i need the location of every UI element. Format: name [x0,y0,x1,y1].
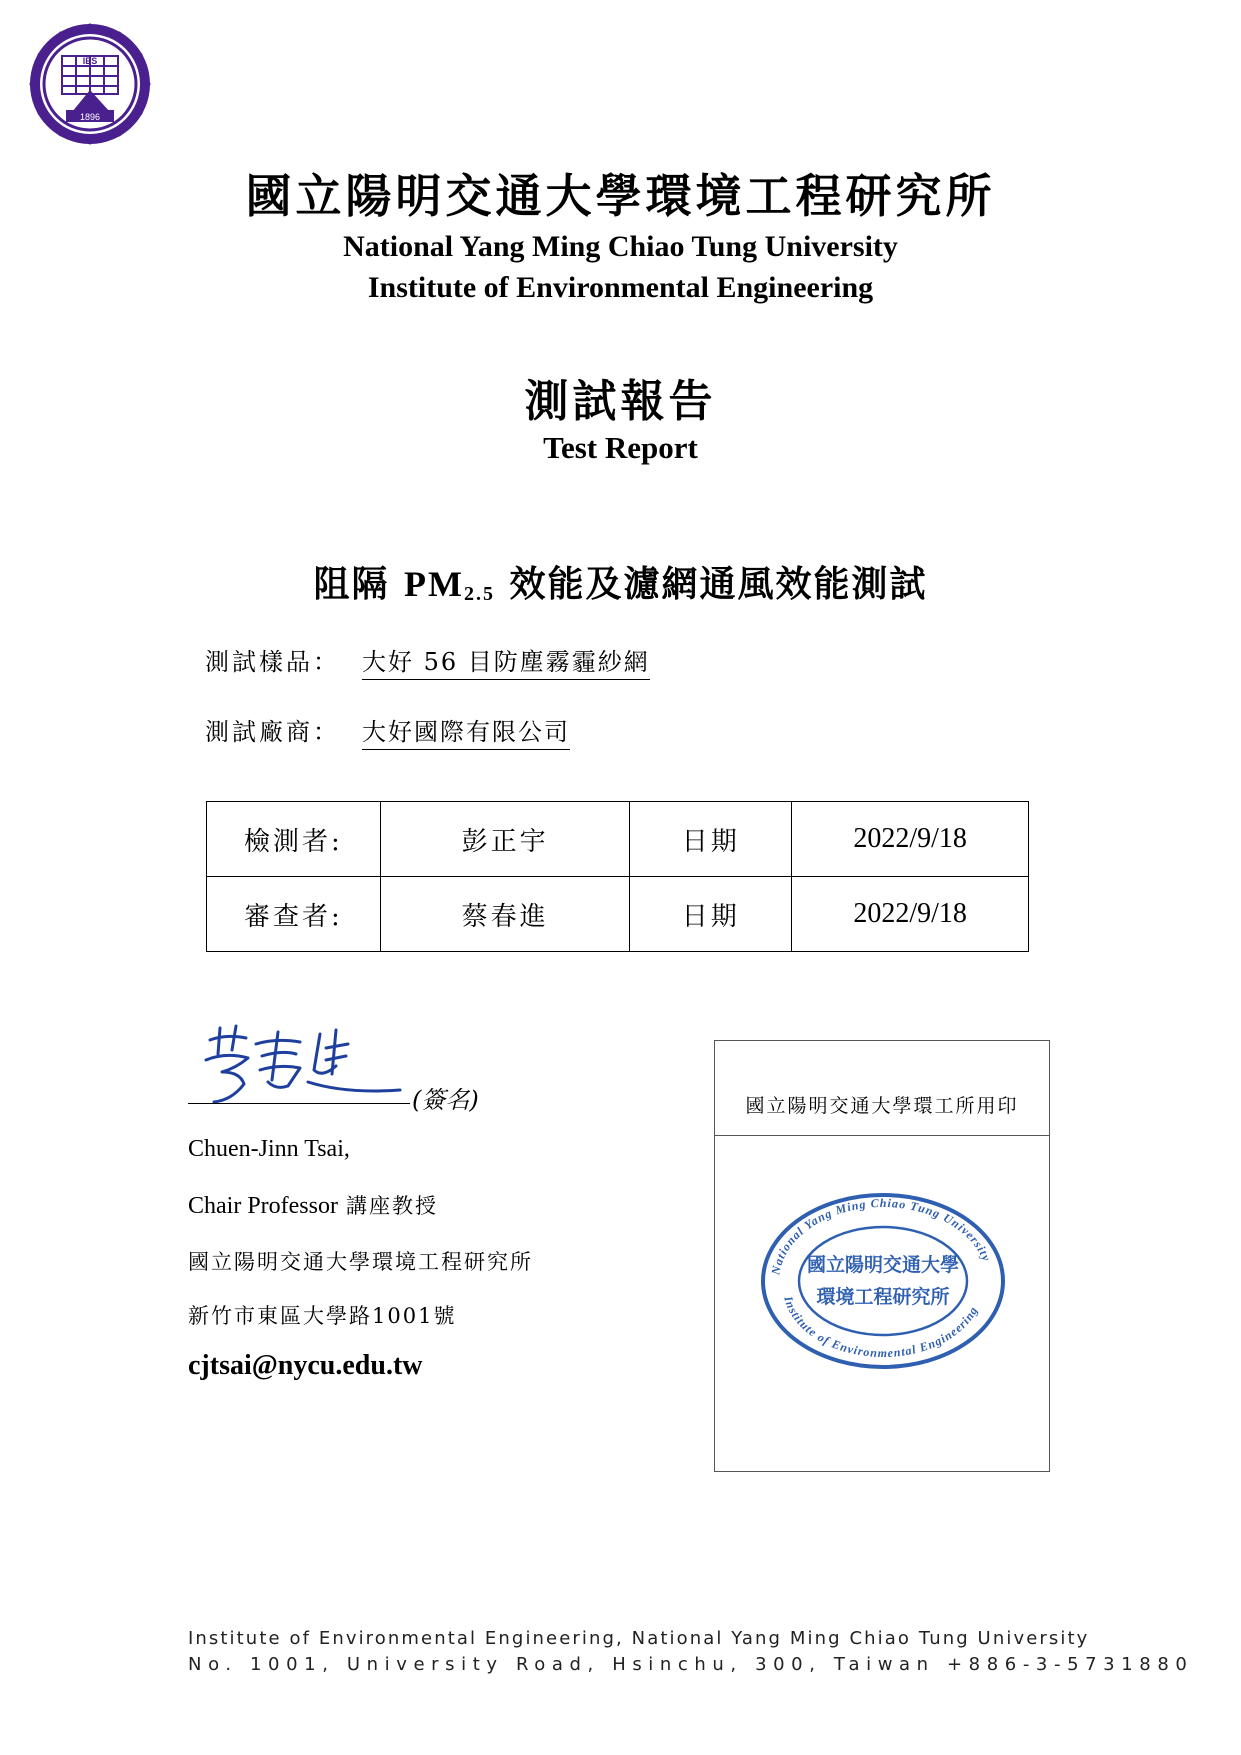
contact-institute: 國立陽明交通大學環境工程研究所 [188,1250,533,1274]
contact-title-en: Chair Professor [188,1193,338,1219]
sample-label: 測試樣品： [205,648,340,676]
official-seal-stamp [759,1191,1007,1371]
logo-text: IES [82,56,98,66]
vendor-value: 大好國際有限公司 [362,712,570,750]
seal-box [714,1040,1050,1472]
footer-line2: No. 1001, University Road, Hsinchu, 300, Taiwan +886-3-5731880 [188,1654,1194,1675]
handwritten-signature [196,1020,406,1110]
vendor-label: 測試廠商： [205,718,340,746]
date-label-cell: 日期 [630,877,792,952]
date-cell: 2022/9/18 [792,802,1029,877]
signature-line [188,1103,410,1104]
institute-title-en-line1: National Yang Ming Chiao Tung University [343,230,898,263]
sample-value: 大好 56 目防塵霧霾紗網 [362,642,650,680]
inspection-table [206,801,1029,952]
role-cell: 檢測者: [207,802,381,877]
test-title-suffix: 效能及濾網通風效能測試 [494,563,928,605]
test-title [0,556,1241,607]
report-title-en: Test Report [543,430,698,465]
contact-email: cjtsai@nycu.edu.tw [188,1350,423,1381]
institute-title-zh: 國立陽明交通大學環境工程研究所 [245,169,996,223]
name-cell: 彭正宇 [380,802,630,877]
footer-line1: Institute of Environmental Engineering, National Yang Ming Chiao Tung University [188,1628,1090,1649]
contact-address: 新竹市東區大學路1001號 [188,1304,457,1328]
table-row [207,802,1029,877]
vendor-field [205,712,570,750]
test-title-prefix: 阻隔 [313,563,405,605]
test-title-subscript: 2.5 [463,583,495,605]
contact-title-zh: 講座教授 [345,1194,438,1218]
svg-text:Institute of Environmental Eng: Institute of Environmental Engineering [781,1294,981,1361]
test-title-pm: PM [404,564,464,604]
sample-field [205,642,650,680]
logo-year: 1896 [79,112,101,122]
seal-line1: 國立陽明交通大學 [806,1254,960,1276]
signature-label: (簽名) [412,1086,479,1114]
table-row [207,877,1029,952]
university-logo [26,20,154,148]
date-cell: 2022/9/18 [792,877,1029,952]
institute-title-en-line2: Institute of Environmental Engineering [367,271,874,304]
svg-text:National Yang Ming Chiao Tung: National Yang Ming Chiao Tung University [768,1195,994,1277]
name-cell: 蔡春進 [380,877,630,952]
report-title-zh: 測試報告 [524,376,717,427]
contact-name: Chuen-Jinn Tsai, [188,1136,350,1162]
seal-line2: 環境工程研究所 [816,1286,950,1308]
contact-title [188,1190,438,1220]
role-cell: 審查者: [207,877,381,952]
date-label-cell: 日期 [630,802,792,877]
seal-header [715,1041,1049,1136]
seal-header-text: 國立陽明交通大學環工所用印 [745,1095,1019,1117]
